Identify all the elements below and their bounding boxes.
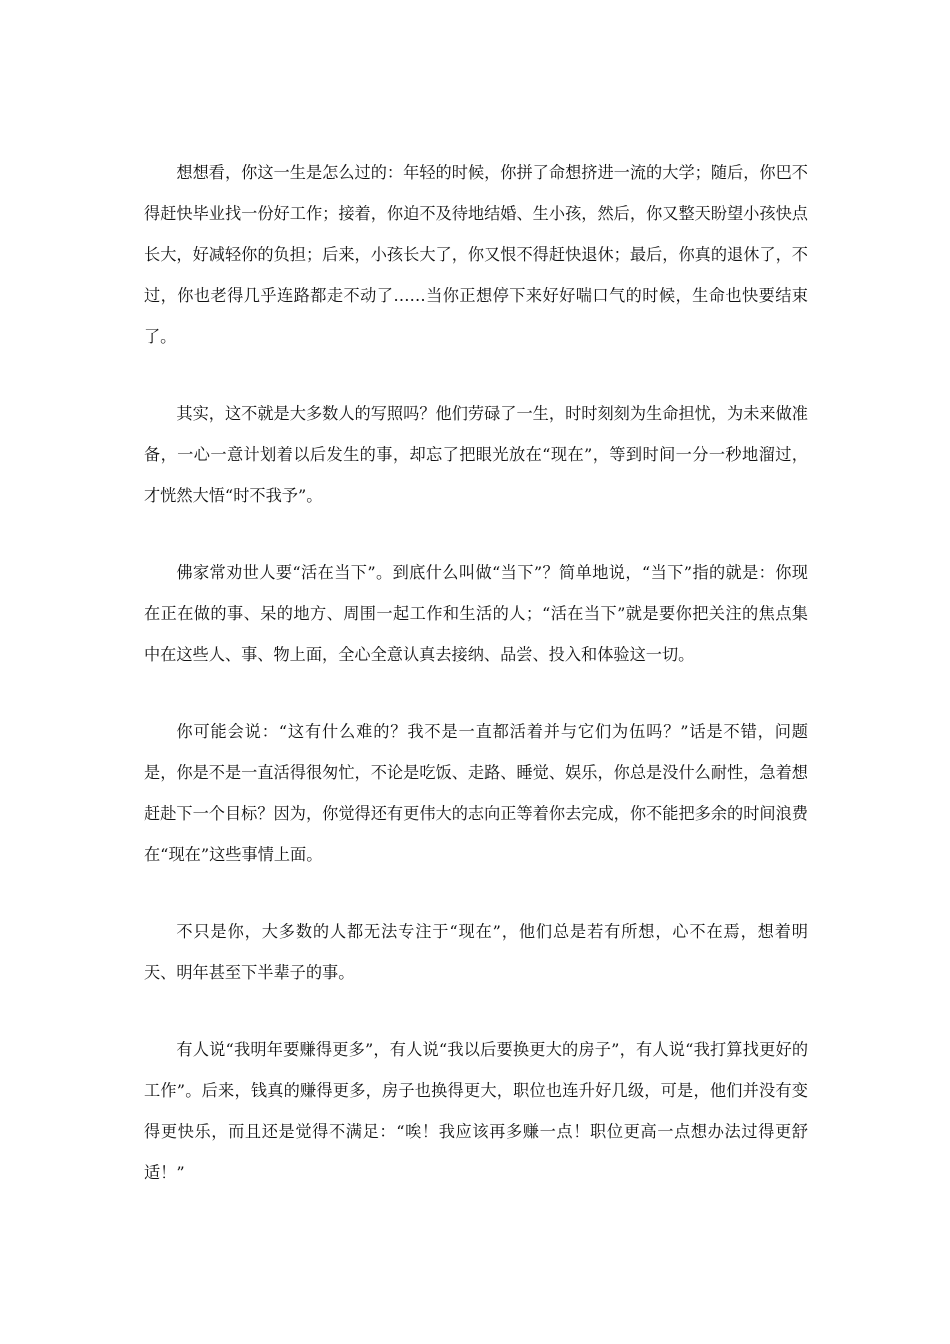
paragraph-2: 其实，这不就是大多数人的写照吗？他们劳碌了一生，时时刻刻为生命担忧，为未来做准备，一心一意计划着以后发生的事，却忘了把眼光放在“现在”，等到时间一分一秒地溜过，才恍然大悟“时不我予”。 [144,404,808,505]
paragraph-1: 想想看，你这一生是怎么过的：年轻的时候，你拼了命想挤进一流的大学；随后，你巴不得赶快毕业找一份好工作；接着，你迫不及待地结婚、生小孩，然后，你又整天盼望小孩快点长大，好减轻你的负担；后来，小孩长大了，你又恨不得赶快退休；最后，你真的退休了，不过，你也老得几乎连路都走不动了……当你正想停下来好好喘口气的时候，生命也快要结束了。 [144,163,808,346]
paragraph-3: 佛家常劝世人要“活在当下”。到底什么叫做“当下”？简单地说，“当下”指的就是：你现在正在做的事、呆的地方、周围一起工作和生活的人；“活在当下”就是要你把关注的焦点集中在这些人、事、物上面，全心全意认真去接纳、品尝、投入和体验这一切。 [144,563,808,664]
paragraph-4: 你可能会说：“这有什么难的？我不是一直都活着并与它们为伍吗？”话是不错，问题是，你是不是一直活得很匆忙，不论是吃饭、走路、睡觉、娱乐，你总是没什么耐性，急着想赶赴下一个目标？因为，你觉得还有更伟大的志向正等着你去完成，你不能把多余的时间浪费在“现在”这些事情上面。 [144,722,808,864]
paragraph-5: 不只是你，大多数的人都无法专注于“现在”，他们总是若有所想，心不在焉，想着明天、明年甚至下半辈子的事。 [144,922,808,982]
body-text [144,152,808,1229]
paragraph-6: 有人说“我明年要赚得更多”，有人说“我以后要换更大的房子”，有人说“我打算找更好的工作”。后来，钱真的赚得更多，房子也换得更大，职位也连升好几级，可是，他们并没有变得更快乐，而且还是觉得不满足：“唉！我应该再多赚一点！职位更高一点想办法过得更舒适！” [144,1040,808,1182]
